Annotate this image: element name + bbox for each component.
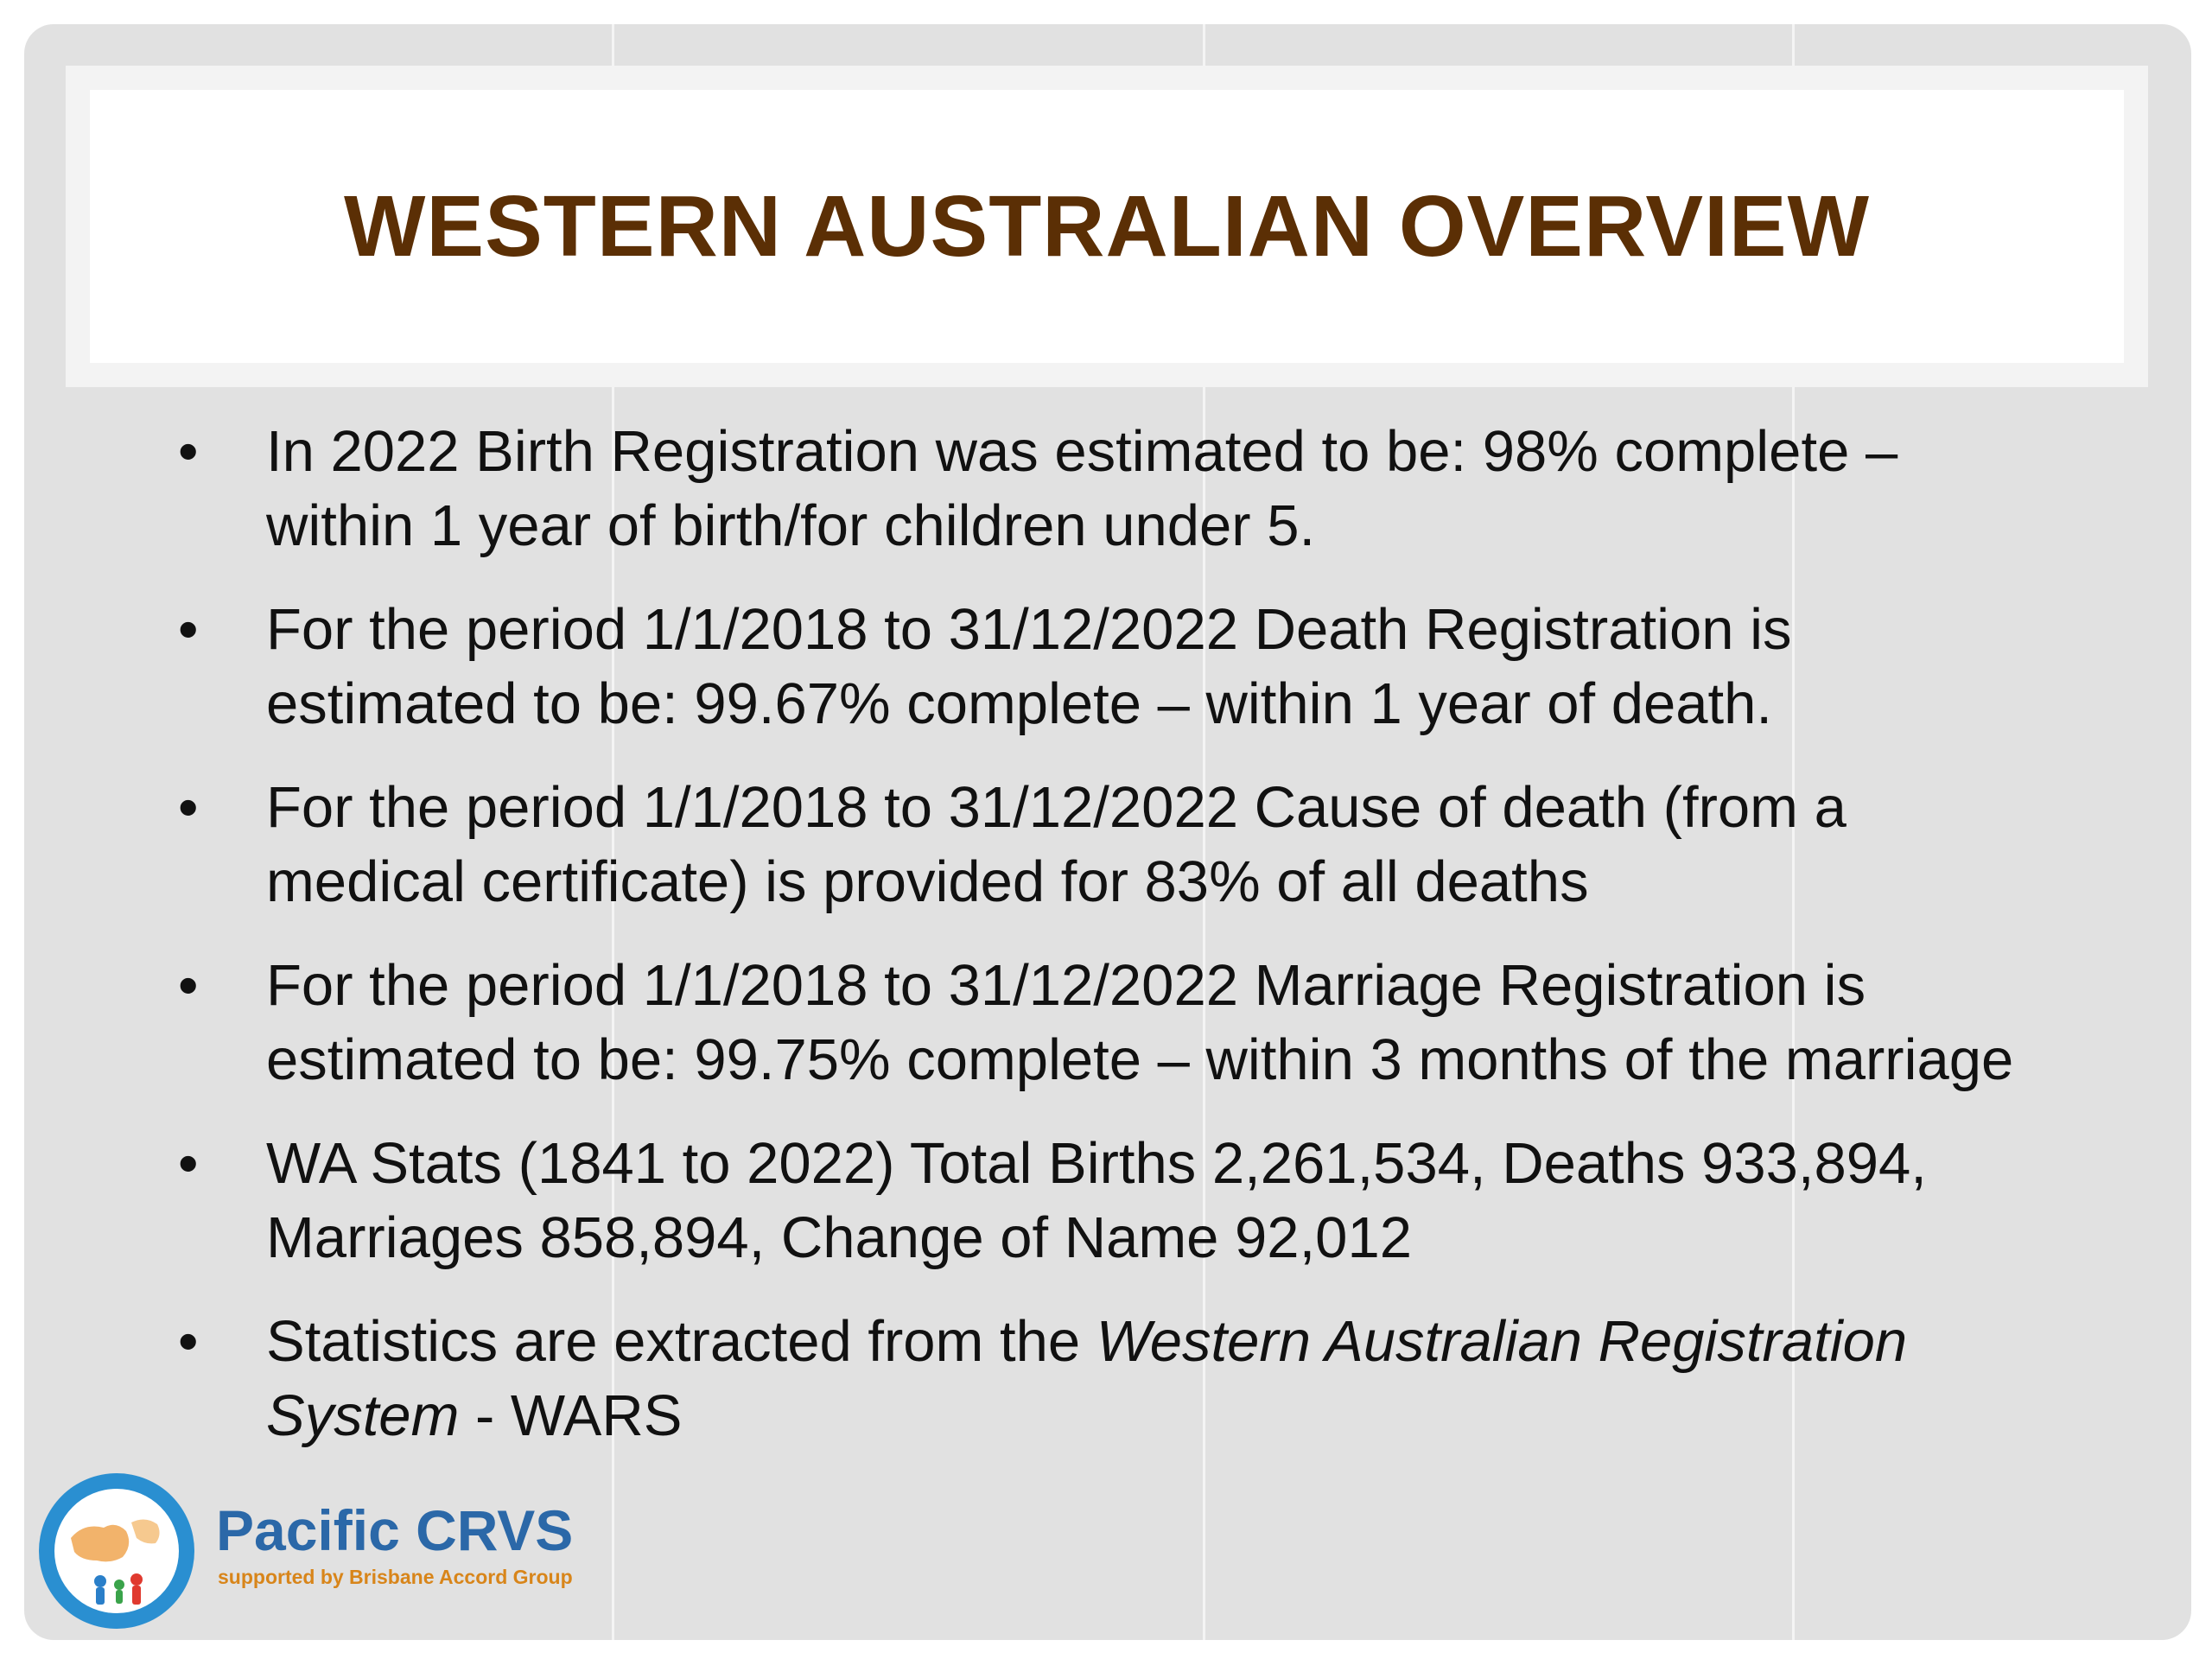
- bullet-marker: •: [178, 1309, 199, 1374]
- slide: [24, 24, 2191, 1640]
- bullet-item: [152, 771, 2157, 919]
- pacific-crvs-logo: [36, 1471, 572, 1635]
- bullet-item-source: [152, 1305, 2157, 1453]
- bullet-line: medical certificate) is provided for 83% of all deaths: [266, 849, 1589, 914]
- logo-name: Pacific CRVS: [216, 1498, 574, 1562]
- bullet-item: [152, 593, 2157, 741]
- bullet-line: within 1 year of birth/for children under 5.: [266, 493, 1316, 558]
- bullet-marker: •: [178, 419, 199, 484]
- bullet-line: For the period 1/1/2018 to 31/12/2022 Death Registration is: [266, 597, 1792, 662]
- bullet-line: estimated to be: 99.67% complete – within 1 year of death.: [266, 671, 1773, 736]
- slide-title: WESTERN AUSTRALIAN OVERVIEW: [344, 178, 1870, 275]
- bullet-line: estimated to be: 99.75% complete – within 3 months of the marriage: [266, 1027, 2014, 1092]
- title-frame: [66, 66, 2148, 387]
- bullet-list: [152, 415, 2157, 1483]
- bullet-marker: •: [178, 1131, 199, 1196]
- bullet-marker: •: [178, 775, 199, 840]
- bullet-line: WA Stats (1841 to 2022) Total Births 2,261,534, Deaths 933,894,: [266, 1131, 1927, 1196]
- source-system-name: Western Australian Registration: [1096, 1309, 1908, 1374]
- bullet-item: [152, 1127, 2157, 1275]
- source-suffix: - WARS: [459, 1383, 683, 1448]
- logo-tagline: supported by Brisbane Accord Group: [218, 1566, 573, 1588]
- bullet-line: For the period 1/1/2018 to 31/12/2022 Cause of death (from a: [266, 775, 1847, 840]
- bullet-line: Marriages 858,894, Change of Name 92,012: [266, 1205, 1412, 1270]
- pacific-crvs-logo-icon: [36, 1471, 197, 1631]
- source-prefix: Statistics are extracted from the: [266, 1309, 1096, 1374]
- title-panel: [90, 90, 2124, 363]
- bullet-item: [152, 949, 2157, 1097]
- bullet-item: [152, 415, 2157, 563]
- bullet-line: In 2022 Birth Registration was estimated to be: 98% complete –: [266, 419, 1898, 484]
- bullet-marker: •: [178, 953, 199, 1018]
- bullet-marker: •: [178, 597, 199, 662]
- bullet-line: For the period 1/1/2018 to 31/12/2022 Marriage Registration is: [266, 953, 1866, 1018]
- source-system-name-cont: System: [266, 1383, 460, 1448]
